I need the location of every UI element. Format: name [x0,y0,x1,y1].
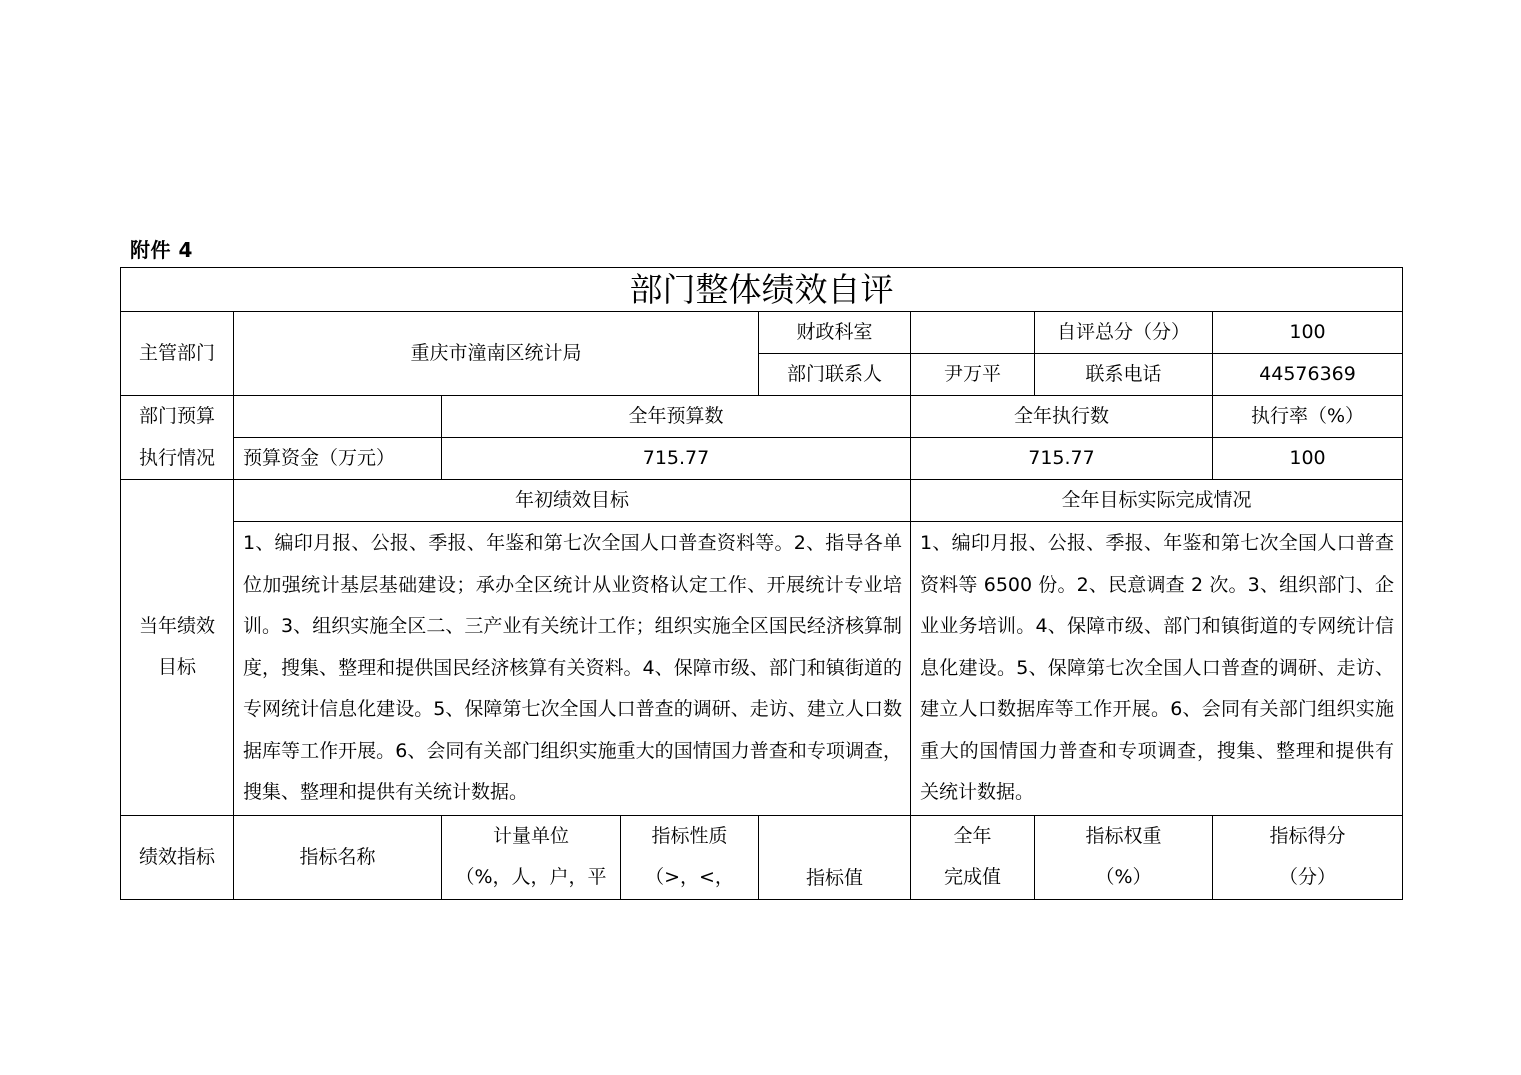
budget-executed-value: 715.77 [911,438,1213,480]
indicator-weight-header [1035,815,1213,899]
goals-actual-text: 1、编印月报、公报、季报、年鉴和第七次全国人口普查资料等 6500 份。2、民意调查 2 次。3、组织部门、企业业务培训。4、保障市级、部门和镇街道的专网统计信息化建设。5、保障第七次全国人口普查的调研、走访、建立人口数据库等工作开展。6、会同有关部门组织实施重大的国情国力普查和专项调查，搜集、整理和提供有关统计数据。 [911,522,1403,816]
score-value: 100 [1213,312,1403,354]
budget-row-label-2: 执行情况 [121,438,234,480]
goals-row-label-line-1: 当年绩效 [138,615,215,638]
indicator-complete-header-line-2: 完成值 [943,866,1001,888]
indicator-unit-header [442,815,621,899]
contact-label: 部门联系人 [759,354,911,396]
finance-label: 财政科室 [759,312,911,354]
budget-executed-header: 全年执行数 [911,396,1213,438]
attachment-label: 附件 4 [130,238,193,262]
goals-actual-header: 全年目标实际完成情况 [911,480,1403,522]
indicator-value-header: 指标值 [759,815,911,899]
indicator-nature-header-line-2: （>，<， [645,866,734,888]
budget-rate-header: 执行率（%） [1213,396,1403,438]
dept-label: 主管部门 [121,312,234,396]
indicator-weight-header-line-2: （%） [1095,866,1152,888]
dept-value: 重庆市潼南区统计局 [234,312,759,396]
budget-annual-value: 715.77 [442,438,911,480]
indicator-unit-header-line-1: 计量单位 [492,825,569,847]
indicator-nature-header-line-1: 指标性质 [651,825,728,847]
finance-value [911,312,1035,354]
performance-evaluation-table [120,267,1403,900]
goals-row-label-line-2: 目标 [157,656,196,679]
indicator-nature-header [621,815,759,899]
budget-rate-value: 100 [1213,438,1403,480]
indicator-score-header-line-1: 指标得分 [1269,825,1346,847]
contact-value: 尹万平 [911,354,1035,396]
budget-row-label-1: 部门预算 [121,396,234,438]
indicator-complete-header-line-1: 全年 [953,825,992,847]
goals-initial-header: 年初绩效目标 [234,480,911,522]
indicator-unit-header-line-2: （%，人，户，平 [455,866,607,888]
table-title: 部门整体绩效自评 [121,268,1403,312]
indicator-score-header [1213,815,1403,899]
budget-fund-label: 预算资金（万元） [234,438,442,480]
indicator-name-header: 指标名称 [234,815,442,899]
budget-empty-cell [234,396,442,438]
score-label: 自评总分（分） [1035,312,1213,354]
phone-value: 44576369 [1213,354,1403,396]
budget-annual-header: 全年预算数 [442,396,911,438]
indicators-row-label: 绩效指标 [121,815,234,899]
goals-initial-text: 1、编印月报、公报、季报、年鉴和第七次全国人口普查资料等。2、指导各单位加强统计基层基础建设；承办全区统计从业资格认定工作、开展统计专业培训。3、组织实施全区二、三产业有关统计工作；组织实施全区国民经济核算制度，搜集、整理和提供国民经济核算有关资料。4、保障市级、部门和镇街道的专网统计信息化建设。5、保障第七次全国人口普查的调研、走访、建立人口数据库等工作开展。6、会同有关部门组织实施重大的国情国力普查和专项调查，搜集、整理和提供有关统计数据。 [234,522,911,816]
indicator-score-header-line-2: （分） [1278,866,1336,888]
indicator-complete-header [911,815,1035,899]
phone-label: 联系电话 [1035,354,1213,396]
goals-row-label [121,480,234,816]
indicator-weight-header-line-1: 指标权重 [1085,825,1162,847]
